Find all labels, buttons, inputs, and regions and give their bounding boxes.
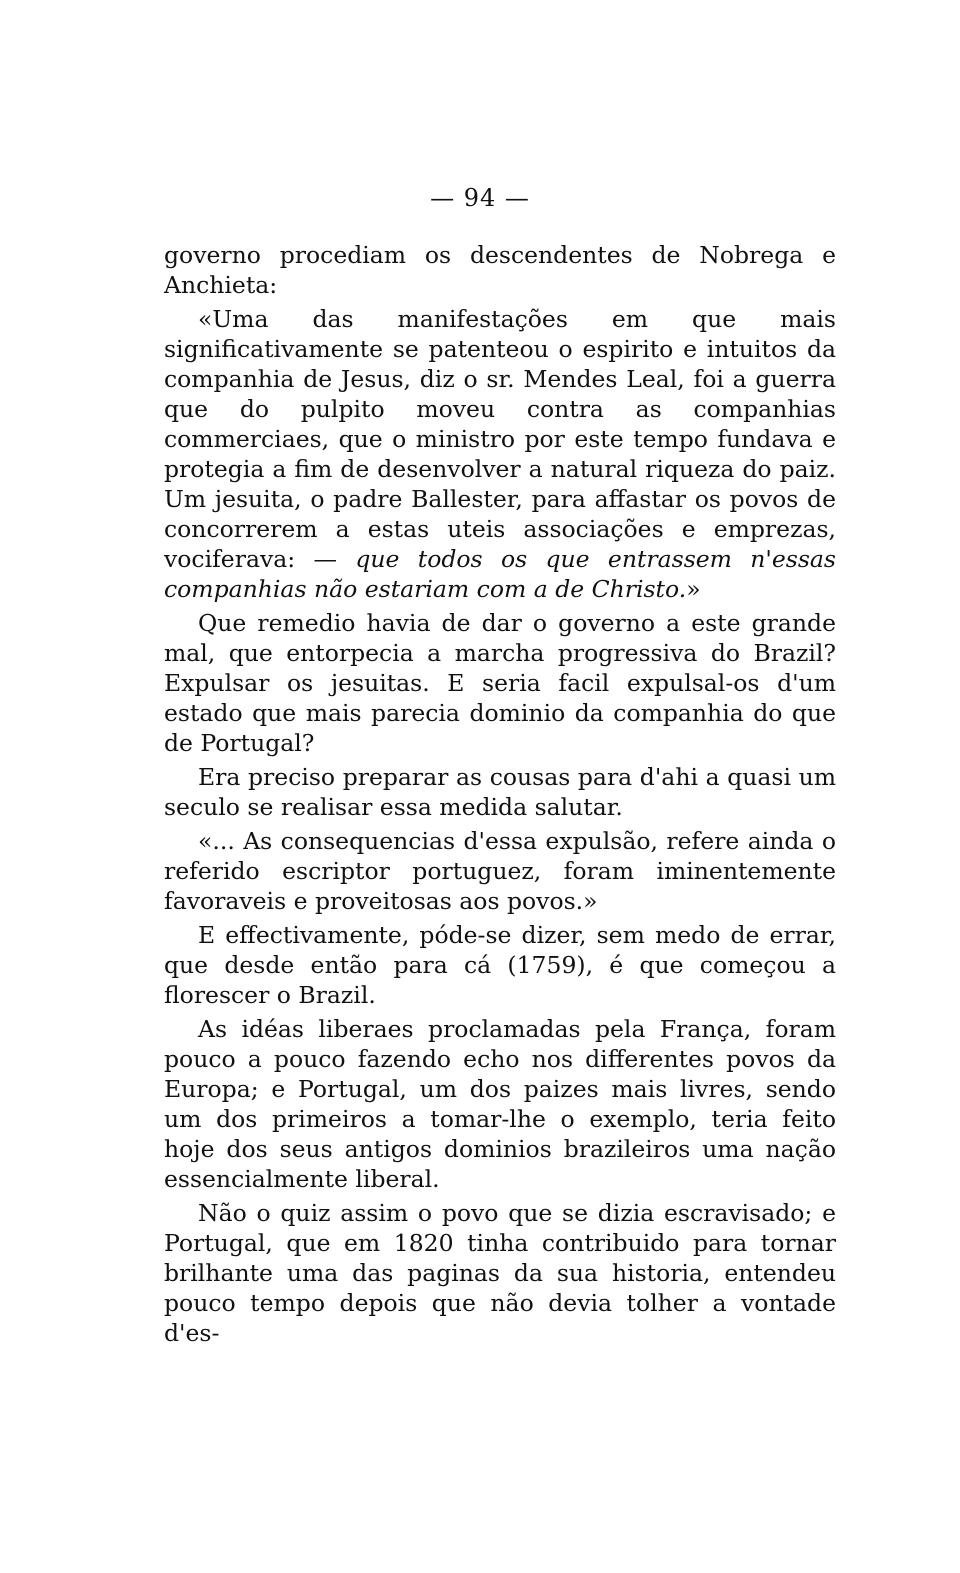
paragraph-4: Era preciso preparar as cousas para d'ahi a quasi um seculo se realisar essa medida salutar. (164, 763, 836, 821)
paragraph-5-quote: «... As consequencias d'essa expulsão, refere ainda o referido escriptor portuguez, foram iminentemente favoraveis e proveitosas aos povos.» (164, 827, 836, 915)
page-number: — 94 — (430, 184, 530, 212)
paragraph-2-quote (164, 304, 836, 604)
paragraph-8: Não o quiz assim o povo que se dizia escravisado; e Portugal, que em 1820 tinha contribuido para tornar brilhante uma das paginas da sua historia, entendeu pouco tempo depois que não devia tolher a vontade d'es- (164, 1199, 836, 1347)
quote-italic-text: que todos os que entrassem n'essas companhias não estariam com a de Christo. (164, 545, 836, 603)
paragraph-6: E effectivamente, póde-se dizer, sem medo de errar, que desde então para cá (1759), é que começou a florescer o Brazil. (164, 921, 836, 1009)
paragraph-3: Que remedio havia de dar o governo a este grande mal, que entorpecia a marcha progressiva do Brazil? Expulsar os jesuitas. E seria facil expulsal-os d'um estado que mais parecia dominio da companhia do que de Portugal? (164, 609, 836, 757)
paragraph-7: As idéas liberaes proclamadas pela França, foram pouco a pouco fazendo echo nos differentes povos da Europa; e Portugal, um dos paizes mais livres, sendo um dos primeiros a tomar-lhe o exemplo, teria feito hoje dos seus antigos dominios brazileiros uma nação essencialmente liberal. (164, 1015, 836, 1193)
quote-text: «Uma das manifestações em que mais significativamente se patenteou o espirito e intuitos da companhia de Jesus, diz o sr. Mendes Leal, foi a guerra que do pulpito moveu contra as companhias commerciaes, que o ministro por este tempo fundava e protegia a fim de desenvolver a natural riqueza do paiz. Um jesuita, o padre Ballester, para affastar os povos de concorrerem a estas uteis associações e emprezas, vociferava: — (164, 305, 836, 573)
paragraph-1: governo procediam os descendentes de Nobrega e Anchieta: (164, 241, 836, 299)
quote-close: » (686, 575, 701, 603)
body-text (164, 240, 836, 1348)
